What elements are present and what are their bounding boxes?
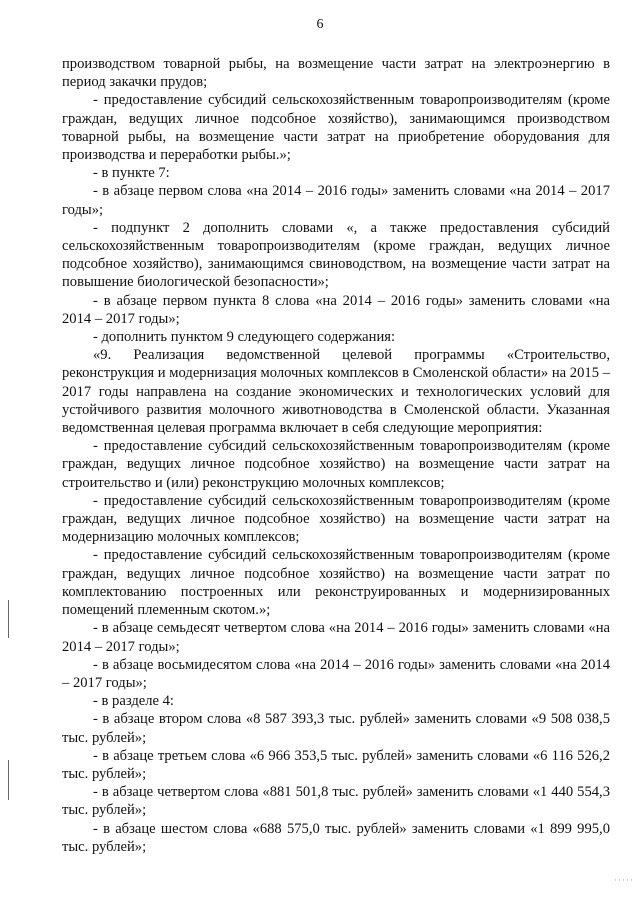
paragraph: - в абзаце первом слова «на 2014 – 2016 годы» заменить словами «на 2014 – 2017 годы»; [62,183,610,218]
paragraph: - в абзаце втором слова «8 587 393,3 тыс. рублей» заменить словами «9 508 038,5 тыс. рублей»; [62,711,610,746]
paragraph: - в абзаце третьем слова «6 966 353,5 тыс. рублей» заменить словами «6 116 526,2 тыс. рублей»; [62,747,610,782]
paragraph: - в пункте 7: [93,165,170,182]
paragraph: - в разделе 4: [93,693,174,710]
paragraph: - предоставление субсидий сельскохозяйственным товаропроизводителям (кроме граждан, ведущих личное подсобное хозяйство), занимающимся производством товарной рыбы, на возмещение части затрат на приобретение оборудования для производства и переработки рыбы.»; [62,92,610,164]
paragraph: - предоставление субсидий сельскохозяйственным товаропроизводителям (кроме граждан, ведущих личное подсобное хозяйство) на возмещение части затрат на строительство и (или) реконструкцию молочных комплексов; [62,438,610,491]
paragraph: - подпункт 2 дополнить словами «, а также предоставления субсидий сельскохозяйственным товаропроизводителям (кроме граждан, ведущих личное подсобное хозяйство), занимающимся свиноводством, на возмещение части затрат на повышение биологической безопасности»; [62,219,610,291]
corner-scan-mark: ····· [614,875,634,885]
paragraph: - предоставление субсидий сельскохозяйственным товаропроизводителям (кроме граждан, ведущих личное подсобное хозяйство) на возмещение части затрат на модернизацию молочных комплексов; [62,492,610,546]
paragraph: - в абзаце четвертом слова «881 501,8 тыс. рублей» заменить словами «1 440 554,3 тыс. рублей»; [62,784,610,819]
paragraph: - дополнить пунктом 9 следующего содержания: [93,329,396,346]
paragraph: - в абзаце первом пункта 8 слова «на 2014 – 2016 годы» заменить словами «на 2014 – 2017 годы»; [62,292,610,327]
margin-scan-mark [8,600,9,638]
paragraph: «9. Реализация ведомственной целевой программы «Строительство, реконструкция и модернизация молочных комплексов в Смоленской области» на 2015 – 2017 годы направлена на создание экономических и технологических условий для устойчивого развития молочного животноводства в Смоленской области. Указанная ведомственная целевая программа включает в себя следующие мероприятия: [62,347,610,437]
paragraph: производством товарной рыбы, на возмещение части затрат на электроэнергию в период закачки прудов; [62,56,610,91]
paragraph: - в абзаце шестом слова «688 575,0 тыс. рублей» заменить словами «1 899 995,0 тыс. рублей»; [62,820,610,855]
document-body [62,55,610,856]
paragraph: - в абзаце семьдесят четвертом слова «на 2014 – 2016 годы» заменить словами «на 2014 – 2017 годы»; [62,620,610,655]
page-number: 6 [316,17,324,32]
margin-scan-mark [8,760,9,800]
paragraph: - предоставление субсидий сельскохозяйственным товаропроизводителям (кроме граждан, ведущих личное подсобное хозяйство) на возмещение части затрат по комплектованию построенных или реконструированных и модернизированных помещений племенным скотом.»; [62,547,610,619]
paragraph: - в абзаце восьмидесятом слова «на 2014 – 2016 годы» заменить словами «на 2014 – 2017 годы»; [62,656,610,691]
